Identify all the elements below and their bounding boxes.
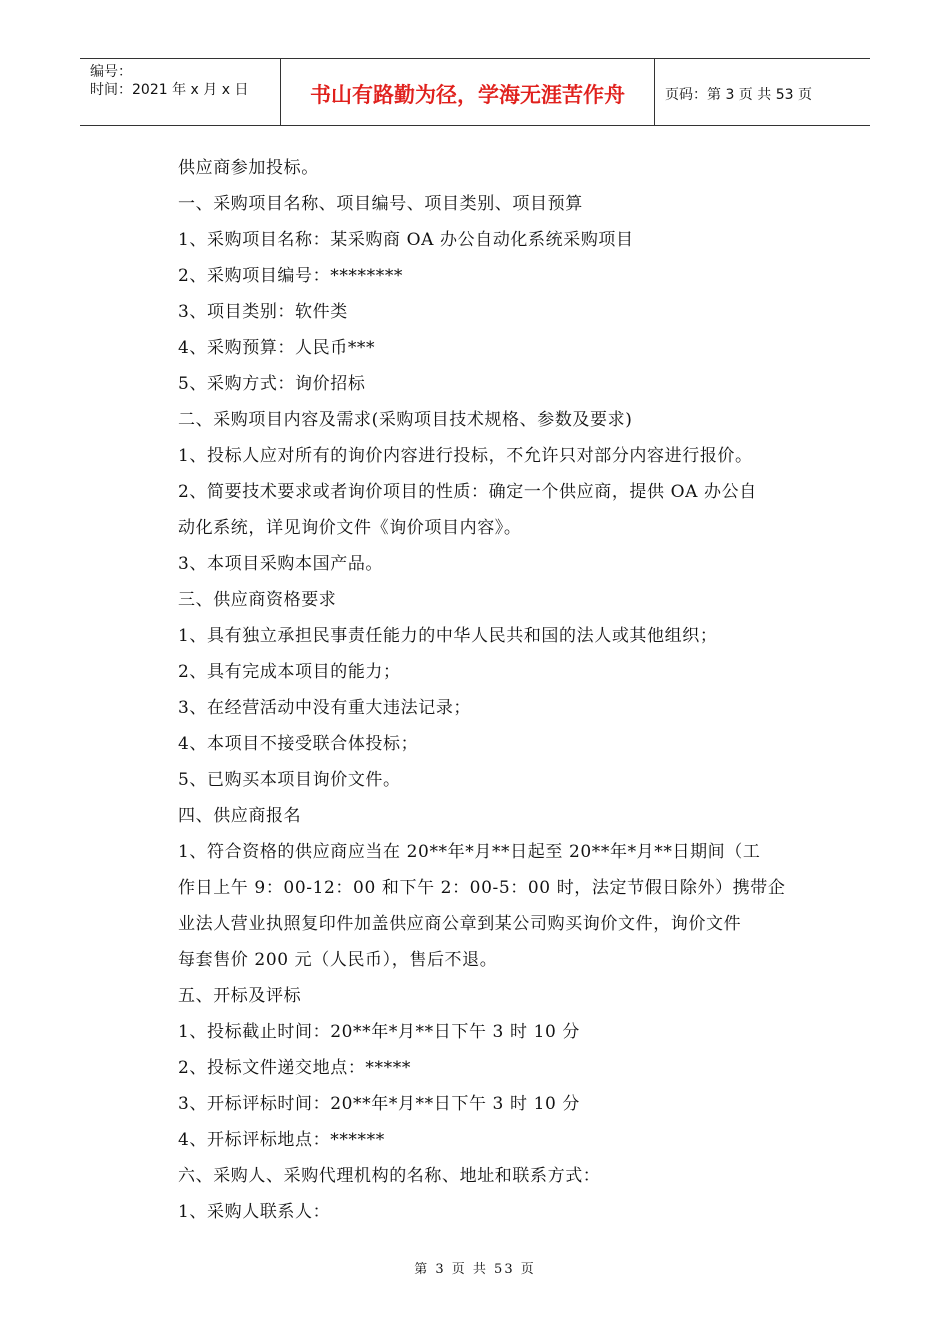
body-line: 1、采购项目名称：某采购商 OA 办公自动化系统采购项目 [178, 230, 634, 250]
section-heading-6: 六、采购人、采购代理机构的名称、地址和联系方式： [178, 1166, 601, 1186]
body-line: 3、开标评标时间：20**年*月**日下午 3 时 10 分 [178, 1094, 581, 1114]
body-line: 供应商参加投标。 [178, 158, 319, 178]
body-line: 5、采购方式：询价招标 [178, 374, 366, 394]
body-line: 3、项目类别：软件类 [178, 302, 348, 322]
header-motto: 书山有路勤为径，学海无涯苦作舟 [281, 59, 655, 125]
section-heading-1: 一、采购项目名称、项目编号、项目类别、项目预算 [178, 194, 583, 214]
body-line: 4、开标评标地点：****** [178, 1130, 385, 1150]
body-line: 每套售价 200 元（人民币），售后不退。 [178, 950, 498, 970]
document-number-label: 编号： [90, 64, 132, 80]
document-body [178, 150, 812, 1230]
body-line: 1、投标人应对所有的询价内容进行投标，不允许只对部分内容进行报价。 [178, 446, 753, 466]
body-line: 1、采购人联系人： [178, 1202, 331, 1222]
body-line: 4、本项目不接受联合体投标； [178, 734, 419, 754]
section-heading-3: 三、供应商资格要求 [178, 590, 337, 610]
section-heading-2: 二、采购项目内容及需求(采购项目技术规格、参数及要求) [178, 410, 633, 430]
body-line: 4、采购预算：人民币*** [178, 338, 376, 358]
page-header [80, 58, 870, 126]
body-line: 3、本项目采购本国产品。 [178, 554, 384, 574]
body-line: 5、已购买本项目询价文件。 [178, 770, 401, 790]
body-line: 1、具有独立承担民事责任能力的中华人民共和国的法人或其他组织； [178, 626, 718, 646]
body-line: 2、简要技术要求或者询价项目的性质：确定一个供应商，提供 OA 办公自 [178, 482, 757, 502]
body-line: 业法人营业执照复印件加盖供应商公章到某公司购买询价文件，询价文件 [178, 914, 742, 934]
body-line: 1、投标截止时间：20**年*月**日下午 3 时 10 分 [178, 1022, 581, 1042]
body-line: 2、采购项目编号：******** [178, 266, 404, 286]
header-meta [80, 59, 281, 125]
body-line: 2、具有完成本项目的能力； [178, 662, 401, 682]
body-line: 1、符合资格的供应商应当在 20**年*月**日起至 20**年*月**日期间（工 [178, 842, 761, 862]
header-page-number: 页码：第 3 页 共 53 页 [665, 87, 812, 103]
section-heading-5: 五、开标及评标 [178, 986, 302, 1006]
body-line: 3、在经营活动中没有重大违法记录； [178, 698, 472, 718]
page-footer: 第 3 页 共 53 页 [414, 1262, 536, 1277]
document-date-label: 时间：2021 年 x 月 x 日 [90, 82, 249, 98]
body-line: 动化系统，详见询价文件《询价项目内容》。 [178, 518, 522, 538]
body-line: 2、投标文件递交地点：***** [178, 1058, 411, 1078]
body-line: 作日上午 9：00-12：00 和下午 2：00-5：00 时，法定节假日除外）携带企 [178, 878, 786, 898]
section-heading-4: 四、供应商报名 [178, 806, 302, 826]
